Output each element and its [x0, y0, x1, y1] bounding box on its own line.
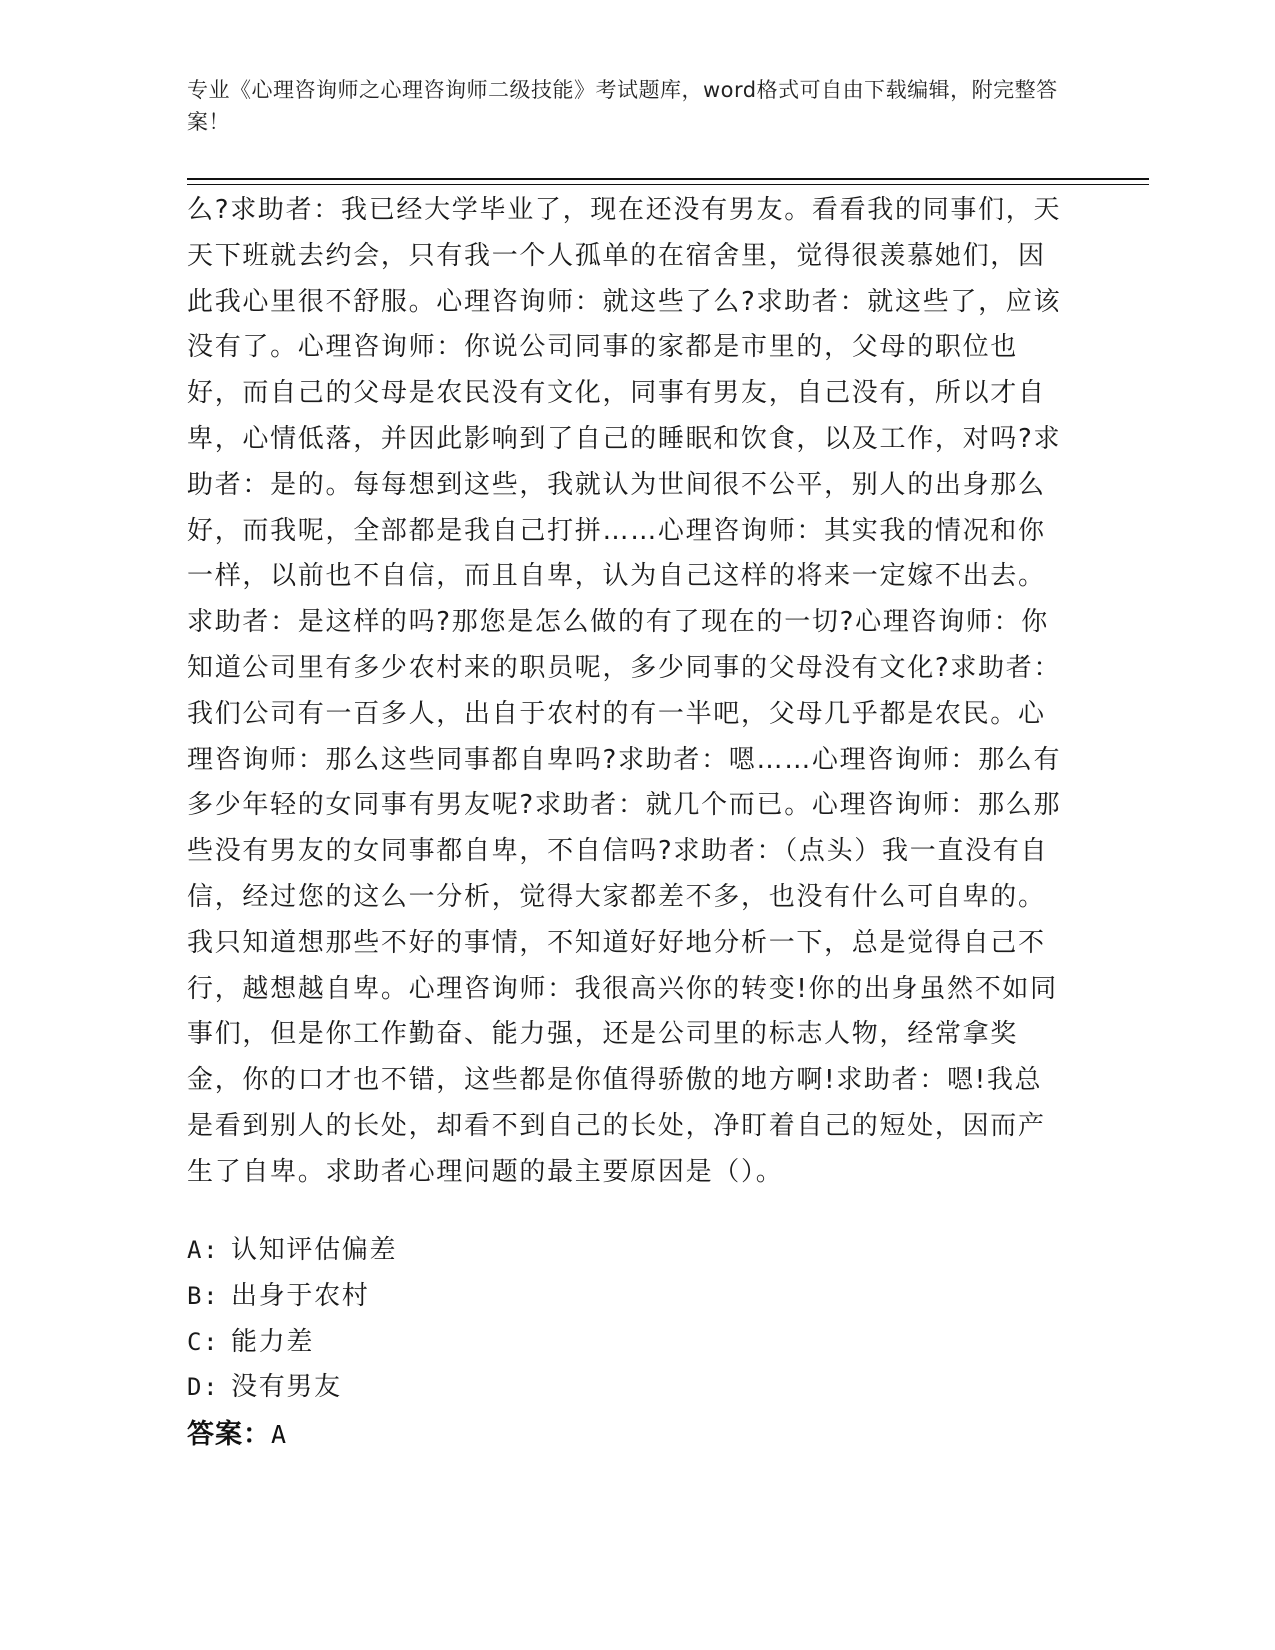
- option-a: [187, 1228, 1067, 1274]
- option-text: 认知评估偏差: [231, 1235, 398, 1265]
- option-b: [187, 1274, 1067, 1320]
- option-letter: D:: [187, 1373, 220, 1402]
- option-d: [187, 1365, 1067, 1411]
- answer-line: [187, 1412, 287, 1457]
- option-letter: C:: [187, 1327, 220, 1356]
- page-header: 专业《心理咨询师之心理咨询师二级技能》考试题库，word格式可自由下载编辑，附完整答案！: [187, 78, 1058, 134]
- option-text: 能力差: [231, 1326, 315, 1357]
- option-letter: A:: [187, 1236, 220, 1264]
- option-text: 没有男友: [231, 1372, 342, 1403]
- option-letter: B:: [187, 1281, 220, 1310]
- option-text: 出身于农村: [231, 1280, 370, 1311]
- header-divider-thick: [187, 178, 1149, 180]
- answer-value: A: [271, 1420, 288, 1449]
- answer-label: 答案：: [187, 1419, 271, 1450]
- options-list: [187, 1228, 1067, 1411]
- question-text: 么?求助者：我已经大学毕业了，现在还没有男友。看看我的同事们，天天下班就去约会，只有我一个人孤单的在宿舍里，觉得很羡慕她们，因此我心里很不舒服。心理咨询师：就这些了么?求助者：就这些了，应该没有了。心理咨询师：你说公司同事的家都是市里的，父母的职位也好，而自己的父母是农民没有文化，同事有男友，自己没有，所以才自卑，心情低落，并因此影响到了自己的睡眠和饮食，以及工作，对吗?求助者：是的。每每想到这些，我就认为世间很不公平，别人的出身那么好，而我呢，全部都是我自己打拼……心理咨询师：其实我的情况和你一样，以前也不自信，而且自卑，认为自己这样的将来一定嫁不出去。求助者：是这样的吗?那您是怎么做的有了现在的一切?心理咨询师：你知道公司里有多少农村来的职员呢，多少同事的父母没有文化?求助者：我们公司有一百多人，出自于农村的有一半吧，父母几乎都是农民。心理咨询师：那么这些同事都自卑吗?求助者：嗯……心理咨询师：那么有多少年轻的女同事有男友呢?求助者：就几个而已。心理咨询师：那么那些没有男友的女同事都自卑，不自信吗?求助者：（点头）我一直没有自信，经过您的这么一分析，觉得大家都差不多，也没有什么可自卑的。我只知道想那些不好的事情，不知道好好地分析一下，总是觉得自己不行，越想越自卑。心理咨询师：我很高兴你的转变!你的出身虽然不如同事们，但是你工作勤奋、能力强，还是公司里的标志人物，经常拿奖金，你的口才也不错，这些都是你值得骄傲的地方啊!求助者：嗯!我总是看到别人的长处，却看不到自己的长处，净盯着自己的短处，因而产生了自卑。求助者心理问题的最主要原因是（）。: [187, 195, 1062, 1187]
- option-c: [187, 1320, 1067, 1366]
- header-divider-thin: [187, 184, 1149, 185]
